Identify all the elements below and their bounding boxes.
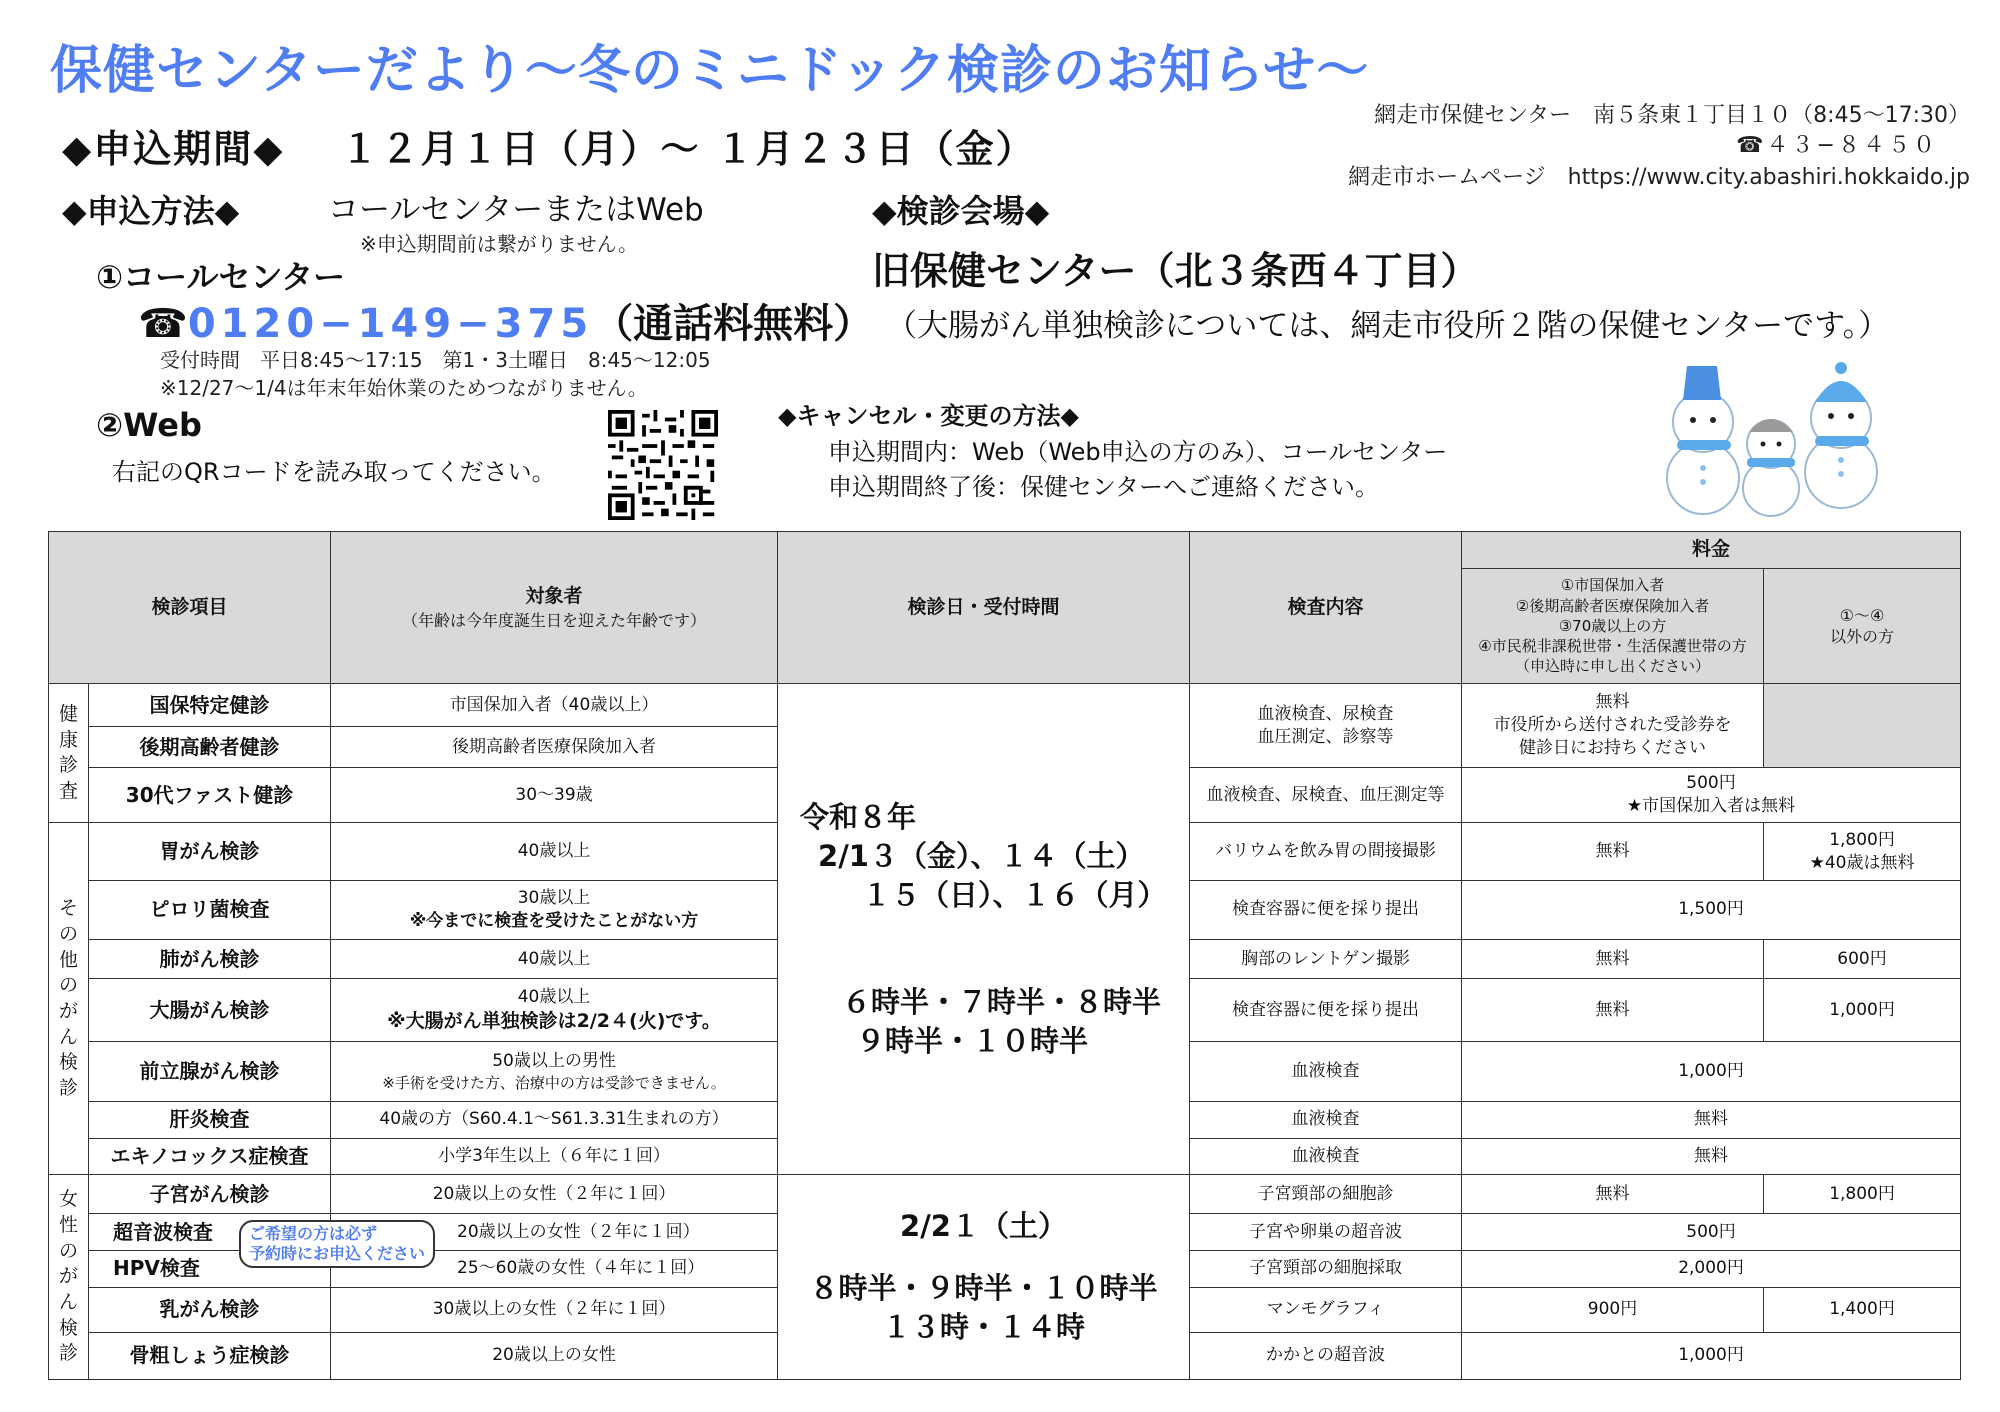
row-hepatitis-fee: 無料 [1462, 1101, 1961, 1138]
row-prostate-item: 前立腺がん検診 [89, 1042, 331, 1101]
row-hpv-content: 子宮頸部の細胞採取 [1190, 1250, 1462, 1287]
header-date: 検診日・受付時間 [778, 532, 1190, 684]
category-cancer: その他のがん検診 [49, 823, 89, 1175]
dates-days1: 2/1３（金）、１４（土） [818, 838, 1145, 873]
row-echino-item: エキノコックス症検査 [89, 1138, 331, 1175]
health-content: 血液検査、尿検査 血圧測定、診察等 [1190, 684, 1462, 768]
row-hpv-item: HPV検査 [89, 1250, 331, 1287]
row-kouki-target: 後期高齢者医療保険加入者 [331, 727, 778, 768]
row-colon-content: 検査容器に便を採り提出 [1190, 978, 1462, 1041]
health-fee-blank [1764, 684, 1961, 768]
header-target-note: （年齢は今年度誕生日を迎えた年齢です） [402, 610, 707, 630]
qr-code-icon[interactable] [608, 410, 718, 520]
method-value: コールセンターまたはWeb [328, 192, 704, 228]
row-breast-content: マンモグラフィ [1190, 1287, 1462, 1332]
row-lung-content: 胸部のレントゲン撮影 [1190, 940, 1462, 979]
center-address: 網走市保健センター 南５条東１丁目１０（8:45〜17:30） [1374, 103, 1970, 128]
phone-number[interactable]: 0120−149−375 [187, 301, 594, 347]
row-fast30-content: 血液検査、尿検査、血圧測定等 [1190, 768, 1462, 823]
row-echino-fee: 無料 [1462, 1138, 1961, 1175]
callcenter-hours: 受付時間 平日8:45〜17:15 第1・3土曜日 8:45〜12:05 [160, 348, 711, 372]
category-health: 健康診査 [49, 684, 89, 823]
snowmen-illustration-icon [1655, 360, 1887, 520]
row-pylori-target: 30歳以上 ※今までに検査を受けたことがない方 [331, 880, 778, 939]
cancel-label: ◆キャンセル・変更の方法◆ [778, 402, 1079, 430]
row-fast30-target: 30〜39歳 [331, 768, 778, 823]
row-kokuho-item: 国保特定健診 [89, 684, 331, 727]
row-prostate-content: 血液検査 [1190, 1042, 1462, 1101]
row-kokuho-target: 市国保加入者（40歳以上） [331, 684, 778, 727]
row-pylori-fee: 1,500円 [1462, 880, 1961, 939]
header-target [331, 532, 778, 684]
callcenter-phone[interactable] [138, 292, 873, 349]
row-hpv-target: 25〜60歳の女性（４年に１回） [331, 1250, 778, 1287]
row-prostate-target: 50歳以上の男性 ※手術を受けた方、治療中の方は受診できません。 [331, 1042, 778, 1101]
row-stomach-item: 胃がん検診 [89, 823, 331, 880]
row-colon-target: 40歳以上 ※大腸がん単独検診は2/2４(火)です。 [331, 978, 778, 1041]
free-call-label: （通話料無料） [593, 301, 874, 347]
dates-feb-21 [778, 1175, 1190, 1380]
row-uterus-fee-a: 無料 [1462, 1175, 1764, 1214]
dates2-day: 2/2１（土） [900, 1209, 1067, 1244]
fee-a-line2: ②後期高齢者医療保険加入者 [1515, 596, 1710, 615]
row-uterus-target: 20歳以上の女性（２年に１回） [331, 1175, 778, 1214]
row-colon-fee-b: 1,000円 [1764, 978, 1961, 1041]
dates-days2: １５（日）、１６（月） [862, 877, 1167, 912]
row-uterus-fee-b: 1,800円 [1764, 1175, 1961, 1214]
cancel-line2: 申込期間終了後：保健センターへご連絡ください。 [828, 473, 1380, 501]
row-stomach-fee-a: 無料 [1462, 823, 1764, 880]
application-period [62, 118, 1036, 173]
homepage-url[interactable]: 網走市ホームページ https://www.city.abashiri.hokkaido.jp [1348, 165, 1970, 190]
row-stomach-fee-b: 1,800円 ★40歳は無料 [1764, 823, 1961, 880]
page-title: 保健センターだより〜冬のミニドック検診のお知らせ〜 [50, 41, 1370, 101]
center-phone: ☎４３−８４５０ [1736, 133, 1938, 158]
header-content: 検査内容 [1190, 532, 1462, 684]
row-lung-fee-b: 600円 [1764, 940, 1961, 979]
dates-times2: ９時半・１０時半 [856, 1024, 1089, 1059]
header-target-title: 対象者 [525, 585, 583, 608]
row-lung-fee-a: 無料 [1462, 940, 1764, 979]
row-bone-target: 20歳以上の女性 [331, 1332, 778, 1379]
web-heading: ②Web [96, 406, 202, 444]
dates-times1: ６時半・７時半・８時半 [842, 984, 1162, 1019]
row-ultrasound-item: 超音波検査 [89, 1214, 331, 1251]
checkup-table [48, 531, 1961, 1380]
row-pylori-item: ピロリ菌検査 [89, 880, 331, 939]
fee-a-line1: ①市国保加入者 [1560, 576, 1665, 595]
fee-a-line4: ④市民税非課税世帯・生活保護世帯の方 [1478, 637, 1747, 656]
health-fee: 無料 市役所から送付された受診券を 健診日にお持ちください [1462, 684, 1764, 768]
cancel-line1: 申込期間内：Web（Web申込の方のみ）、コールセンター [828, 438, 1448, 466]
row-colon-fee-a: 無料 [1462, 978, 1764, 1041]
row-bone-fee: 1,000円 [1462, 1332, 1961, 1379]
row-lung-item: 肺がん検診 [89, 940, 331, 979]
header-fee-b [1764, 568, 1961, 684]
row-hepatitis-target: 40歳の方（S60.4.1〜S61.3.31生まれの方） [331, 1101, 778, 1138]
row-prostate-fee: 1,000円 [1462, 1042, 1961, 1101]
row-stomach-target: 40歳以上 [331, 823, 778, 880]
fee-b-line1: ①〜④ [1839, 605, 1885, 625]
row-hepatitis-item: 肝炎検査 [89, 1101, 331, 1138]
fee-a-line3: ③70歳以上の方 [1558, 616, 1667, 635]
web-instruction: 右記のQRコードを読み取ってください。 [112, 458, 556, 486]
row-breast-target: 30歳以上の女性（２年に１回） [331, 1287, 778, 1332]
row-hepatitis-content: 血液検査 [1190, 1101, 1462, 1138]
row-breast-item: 乳がん検診 [89, 1287, 331, 1332]
method-note: ※申込期間前は繋がりません。 [360, 232, 638, 256]
header-fee-a [1462, 568, 1764, 684]
row-ultrasound-content: 子宮や卵巣の超音波 [1190, 1214, 1462, 1251]
header-fee: 料金 [1462, 532, 1961, 569]
method-label: ◆申込方法◆ [62, 192, 240, 230]
venue-name: 旧保健センター（北３条西４丁目） [872, 249, 1479, 293]
row-hpv-fee: 2,000円 [1462, 1250, 1961, 1287]
category-women: 女性のがん検診 [49, 1175, 89, 1380]
dates2-times2: １３時・１４時 [882, 1309, 1086, 1344]
dates-feb-13-16 [778, 684, 1190, 1175]
row-ultrasound-fee: 500円 [1462, 1214, 1961, 1251]
row-colon-item: 大腸がん検診 [89, 978, 331, 1041]
callcenter-heading: ①コールセンター [96, 258, 346, 296]
fee-b-line2: 以外の方 [1830, 627, 1895, 647]
row-bone-item: 骨粗しょう症検診 [89, 1332, 331, 1379]
row-breast-fee-a: 900円 [1462, 1287, 1764, 1332]
row-fast30-fee: 500円 ★市国保加入者は無料 [1462, 768, 1961, 823]
row-uterus-content: 子宮頸部の細胞診 [1190, 1175, 1462, 1214]
dates2-times1: ８時半・９時半・１０時半 [809, 1270, 1158, 1305]
dates-year: 令和８年 [800, 799, 917, 834]
phone-icon: ☎ [138, 301, 188, 347]
row-kouki-item: 後期高齢者健診 [89, 727, 331, 768]
period-value: １２月１日（月）〜 １月２３日（金） [340, 127, 1036, 171]
row-bone-content: かかとの超音波 [1190, 1332, 1462, 1379]
reservation-note-badge: ご希望の方は必ず 予約時にお申込ください [239, 1220, 435, 1268]
row-echino-target: 小学3年生以上（６年に１回） [331, 1138, 778, 1175]
period-label: ◆申込期間◆ [62, 127, 285, 171]
row-lung-target: 40歳以上 [331, 940, 778, 979]
row-pylori-content: 検査容器に便を採り提出 [1190, 880, 1462, 939]
venue-note: （大腸がん単独検診については、網走市役所２階の保健センターです。） [886, 308, 1890, 344]
row-fast30-item: 30代ファスト健診 [89, 768, 331, 823]
row-stomach-content: バリウムを飲み胃の間接撮影 [1190, 823, 1462, 880]
row-uterus-item: 子宮がん検診 [89, 1175, 331, 1214]
header-item: 検診項目 [49, 532, 331, 684]
fee-a-line5: （申込時に申し出ください） [1515, 657, 1711, 676]
venue-label: ◆検診会場◆ [872, 192, 1050, 230]
row-ultrasound-target: ご希望の方は必ず 予約時にお申込ください 20歳以上の女性（２年に１回） [331, 1214, 778, 1251]
callcenter-closed-note: ※12/27〜1/4は年末年始休業のためつながりません。 [160, 376, 648, 400]
row-breast-fee-b: 1,400円 [1764, 1287, 1961, 1332]
row-echino-content: 血液検査 [1190, 1138, 1462, 1175]
